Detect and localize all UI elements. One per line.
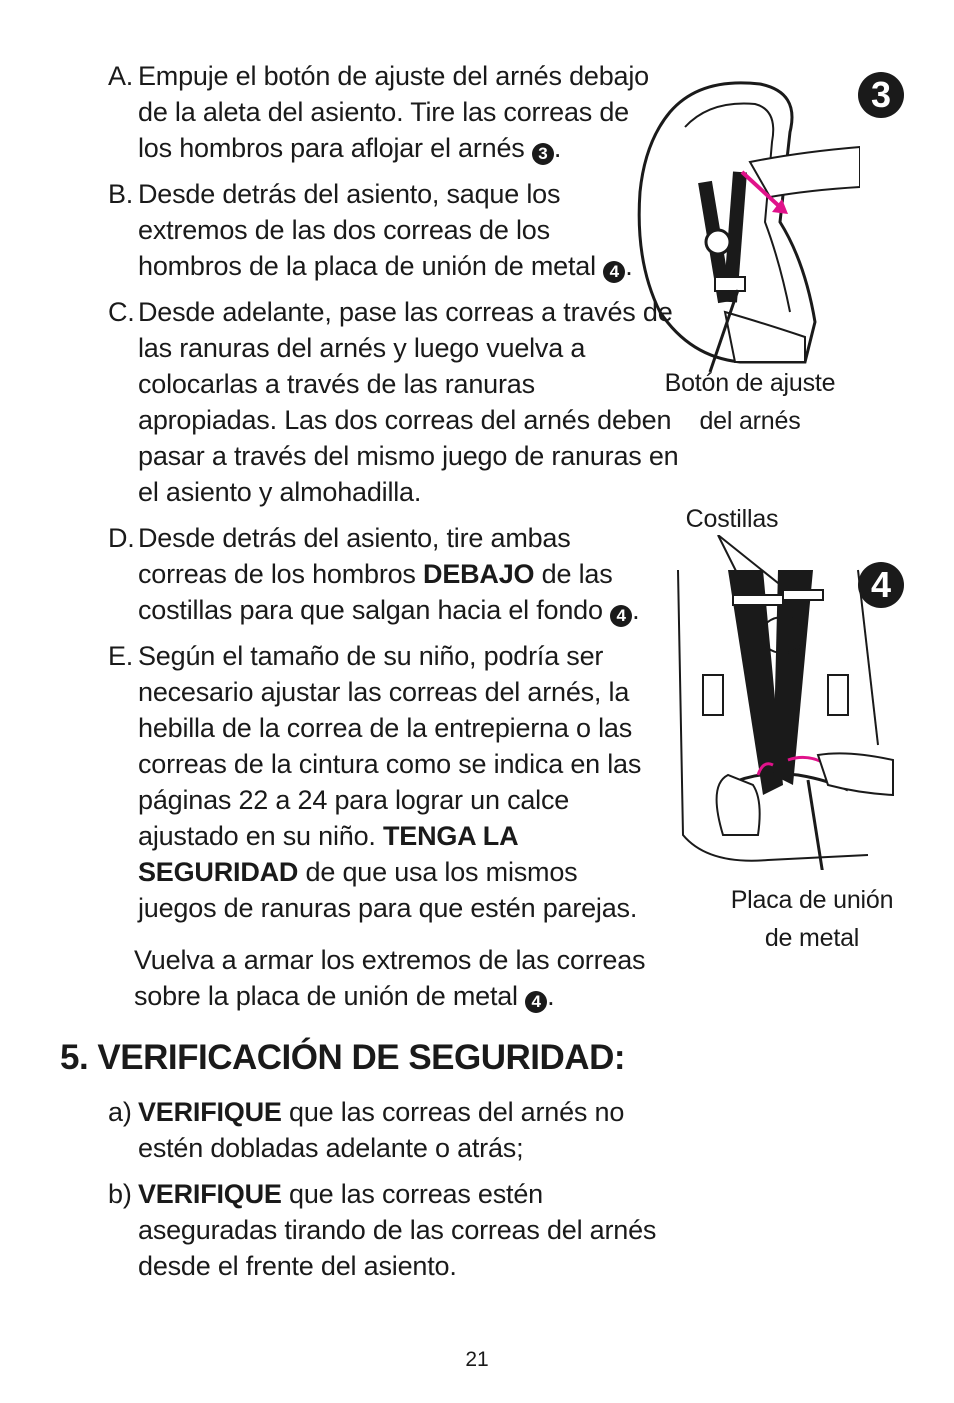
step-text: Desde adelante, pase las correas a través de las ranuras del arnés y luego vuelva a colocarlas a través de las ranuras apropiadas. Las dos correas del arnés deben pasar a través del mismo juego de ranuras en el asiento y almohadilla. <box>138 297 679 507</box>
emphasis: TENGA LA SEGURIDAD <box>138 821 518 887</box>
step-text: Empuje el botón de ajuste del arnés debajo de la aleta del asiento. Tire las correas de los hombros para aflojar el arnés <box>138 61 649 163</box>
figure-3-badge: 3 <box>858 72 904 118</box>
figure-4-caption: Placa de unión de metal <box>730 886 894 952</box>
section-title: 5. VERIFICACIÓN DE SEGURIDAD: <box>60 1038 625 1077</box>
step-a: A. Empuje el botón de ajuste del arnés debajo de la aleta del asiento. Tire las correas de los hombros para aflojar el arnés 3 . <box>60 58 660 166</box>
figure-3-caption: Botón de ajuste del arnés <box>664 369 836 435</box>
step-b: B. Desde detrás del asiento, saque los extremos de las dos correas de los hombros de la placa de unión de metal 4 . <box>60 176 660 284</box>
step-e: E. Según el tamaño de su niño, podría ser necesario ajustar las correas del arnés, la hebilla de la correa de la entrepierna o las correas de la cintura como se indica en las páginas 22 a 24 para lograr un calce ajustado en su niño. TENGA LA SEGURIDAD de que usa los mismos juegos de ranuras para que estén parejas. <box>60 638 660 926</box>
seat-back-illustration <box>668 535 903 870</box>
check-item-a: a) VERIFIQUE que las correas del arnés no estén dobladas adelante o atrás; <box>60 1094 660 1166</box>
step-d: D. Desde detrás del asiento, tire ambas correas de los hombros DEBAJO de las costillas para que salgan hacia el fondo 4 . <box>60 520 660 628</box>
instructions-column <box>60 58 679 1294</box>
emphasis: VERIFIQUE <box>138 1097 282 1127</box>
emphasis: VERIFIQUE <box>138 1179 282 1209</box>
step-c <box>60 294 680 510</box>
figure-ref-icon: 4 <box>610 605 632 627</box>
figure-ref-icon: 3 <box>532 143 554 165</box>
figure-4-label-top: Costillas <box>685 505 779 533</box>
step-letter: B. <box>108 179 134 209</box>
step-letter: D. <box>108 523 135 553</box>
step-text: Desde detrás del asiento, saque los extremos de las dos correas de los hombros de la placa de unión de metal <box>138 179 604 281</box>
step-letter: C. <box>108 297 135 327</box>
item-letter: b) <box>108 1179 132 1209</box>
figure-ref-icon: 4 <box>603 261 625 283</box>
step-text: Desde detrás del asiento, tire ambas correas de los hombros <box>138 523 571 589</box>
reassembly-note: Vuelva a armar los extremos de las correas sobre la placa de unión de metal 4 . <box>134 945 646 1011</box>
step-text: Según el tamaño de su niño, podría ser necesario ajustar las correas del arnés, la hebilla de la correa de la entrepierna o las correas de la cintura como se indica en las páginas 22 a 24 para lograr un calce ajustado en su niño. <box>138 641 642 851</box>
check-item-b: b) VERIFIQUE que las correas estén aseguradas tirando de las correas del arnés desde el frente del asiento. <box>60 1176 660 1284</box>
emphasis: DEBAJO <box>423 559 535 589</box>
item-letter: a) <box>108 1097 132 1127</box>
car-seat-illustration <box>630 72 860 372</box>
page-number: 21 <box>465 1348 489 1371</box>
figure-ref-icon: 4 <box>525 991 547 1013</box>
figure-4-badge: 4 <box>858 562 904 608</box>
step-letter: E. <box>108 641 134 671</box>
step-letter: A. <box>108 61 134 91</box>
